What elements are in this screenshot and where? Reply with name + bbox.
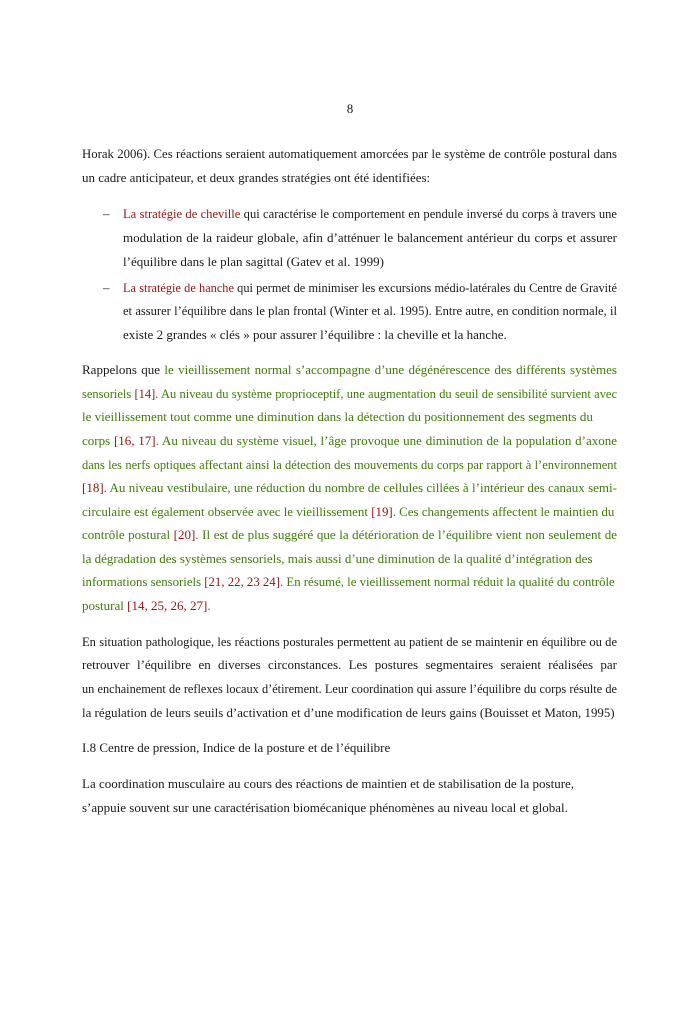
text-run: Rappelons que [82, 362, 165, 377]
text-run: la régulation de leurs seuils d’activation et d’une modification de leurs gains (Bouisset et Maton, 1995) [82, 705, 615, 720]
citation-ref: [14, 25, 26, 27] [127, 598, 208, 613]
section-heading [82, 739, 390, 757]
text-run: le vieillissement normal s’accompagne d’une dégénérescence des différents systèmes [164, 362, 617, 377]
text-run: La coordination musculaire au cours des réactions de maintien et de stabilisation de la posture, [82, 776, 575, 791]
text-run: existe 2 grandes « clés » pour assurer l’équilibre : la cheville et la hanche. [123, 327, 507, 342]
vieillissement-line [82, 526, 617, 544]
citation-ref: [16, 17] [113, 433, 156, 448]
bullet-cheville-line [123, 253, 384, 271]
page-number: 8 [346, 101, 354, 116]
text-run: postural [82, 598, 128, 613]
vieillissement-line [82, 550, 593, 568]
text-run: . Au niveau du système proprioceptif, une augmentation du seuil de sensibilité survient avec [155, 387, 617, 401]
bullet-hanche-line [123, 302, 617, 320]
text-run: dans les nerfs optiques affectant ainsi la détection des mouvements du corps par rapport à l’environnement [82, 458, 617, 472]
text-run: s’appuie souvent sur une caractérisation biomécanique phénomènes au niveau local et global. [82, 800, 568, 815]
text-run: . Il est de plus suggéré que la détérioration de l’équilibre vient non seulement de [195, 527, 617, 542]
vieillissement-line [82, 361, 617, 379]
citation-ref: [21, 22, 23 24] [204, 575, 280, 589]
text-run: et assurer l’équilibre dans le plan frontal (Winter et al. 1995). Entre autre, en condition normale, il [123, 304, 617, 318]
bullet-cheville-line [123, 205, 617, 223]
text-run: un cadre anticipateur, et deux grandes stratégies ont été identifiées: [82, 170, 431, 185]
bullet-cheville-line [123, 229, 617, 247]
text-run: I.8 Centre de pression, Indice de la posture et de l’équilibre [82, 740, 391, 755]
text-run: En situation pathologique, les réactions posturales permettent au patient de se maintenir en équilibre ou de [82, 635, 617, 649]
coordination-line [82, 799, 568, 817]
vieillissement-line [82, 597, 211, 615]
vieillissement-line [82, 479, 617, 497]
text-run: le vieillissement tout comme une diminution dans la détection du positionnement des segments du [82, 409, 593, 424]
text-run: qui permet de minimiser les excursions médio-latérales du Centre de Gravité [233, 281, 617, 295]
highlighted-term: La stratégie de hanche [123, 281, 234, 295]
text-run: contrôle postural [82, 527, 174, 542]
vieillissement-line [82, 432, 617, 450]
intro-line [82, 145, 617, 163]
intro-line [82, 169, 430, 187]
citation-ref: [18] [82, 480, 104, 495]
bullet-dash-icon: – [103, 280, 110, 295]
bullet-dash-icon: – [103, 206, 110, 221]
text-run: . [207, 598, 211, 613]
citation-ref: [14] [134, 387, 156, 401]
coordination-line [82, 775, 574, 793]
text-run: retrouver l’équilibre en diverses circonstances. Les postures segmentaires seraient réalisées par [82, 657, 617, 672]
pathologique-line [82, 656, 617, 674]
vieillissement-line [82, 573, 615, 591]
text-run: modulation de la raideur globale, afin d’atténuer le balancement antérieur du corps et assurer [123, 230, 617, 245]
pathologique-line [82, 704, 615, 722]
text-run: qui caractérise le comportement en pendule inversé du corps à travers une [240, 207, 617, 221]
text-run: l’équilibre dans le plan sagittal (Gatev et al. 1999) [123, 254, 384, 269]
highlighted-term: La stratégie de cheville [123, 207, 241, 221]
text-run: Horak 2006). Ces réactions seraient automatiquement amorcées par le système de contrôle postural dans [82, 147, 617, 161]
pathologique-line [82, 633, 617, 651]
text-run: informations sensoriels [82, 575, 205, 589]
text-run: la dégradation des systèmes sensoriels, mais aussi d’une diminution de la qualité d’intégration des [82, 551, 593, 566]
text-run: . En résumé, le vieillissement normal réduit la qualité du contrôle [279, 575, 615, 589]
vieillissement-line [82, 503, 614, 521]
bullet-hanche-line [123, 279, 617, 297]
text-run: . Au niveau du système visuel, l’âge provoque une diminution de la population d’axone [155, 433, 617, 448]
text-run: sensoriels [82, 387, 135, 401]
text-run: . Au niveau vestibulaire, une réduction du nombre de cellules cillées à l’intérieur des canaux semi- [103, 480, 617, 495]
text-run: un enchainement de reflexes locaux d’étirement. Leur coordination qui assure l’équilibre du corps résulte de [82, 682, 617, 696]
text-run: corps [82, 433, 114, 448]
text-run: . Ces changements affectent le maintien du [392, 504, 615, 519]
citation-ref: [20] [173, 527, 196, 542]
vieillissement-line [82, 385, 617, 403]
text-run: circulaire est également observée avec le vieillissement [82, 504, 372, 519]
vieillissement-line [82, 456, 617, 474]
bullet-hanche-line [123, 326, 507, 344]
vieillissement-line [82, 408, 593, 426]
pathologique-line [82, 680, 617, 698]
citation-ref: [19] [371, 504, 393, 519]
